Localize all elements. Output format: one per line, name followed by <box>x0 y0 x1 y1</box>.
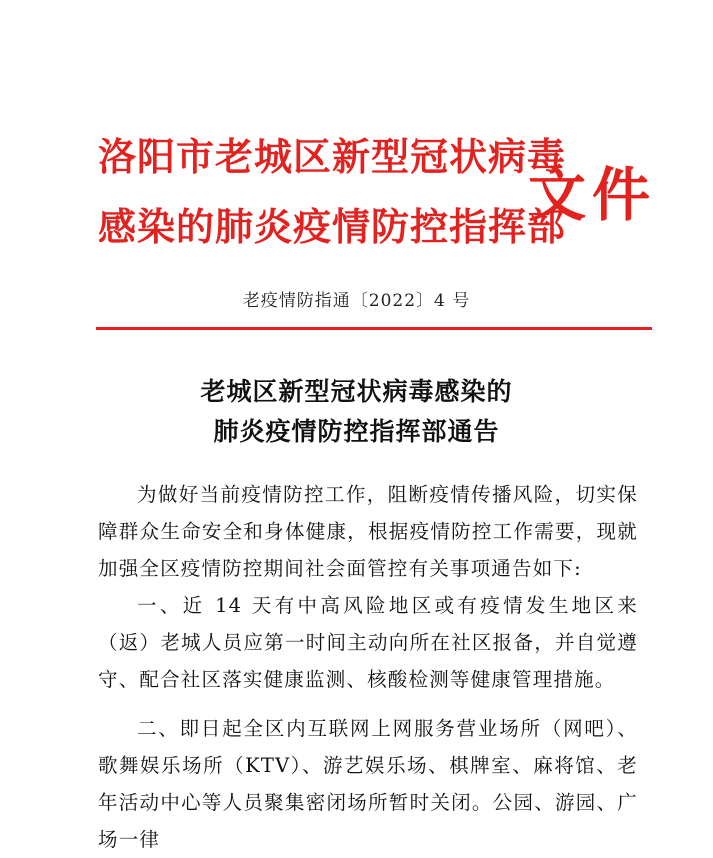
body-paragraph-intro: 为做好当前疫情防控工作，阻断疫情传播风险，切实保障群众生命安全和身体健康，根据疫情防控工作需要，现就加强全区疫情防控期间社会面管控有关事项通告如下: <box>98 483 638 580</box>
body-paragraph-2: 二、即日起全区内互联网上网服务营业场所（网吧）、歌舞娱乐场所（KTV）、游艺娱乐场、棋牌室、麻将馆、老年活动中心等人员聚集密闭场所暂时关闭。公园、游园、广场一律 <box>98 717 638 851</box>
notice-title-line1: 老城区新型冠状病毒感染的 <box>200 377 513 406</box>
issuer-name-line1: 洛阳市老城区新型冠状病毒 <box>98 134 567 179</box>
document-word: 文件 <box>528 161 657 229</box>
notice-body <box>98 476 638 858</box>
body-paragraph-1: 一、近 14 天有中高风险地区或有疫情发生地区来（返）老城人员应第一时间主动向所在社区报备，并自觉遵守、配合社区落实健康监测、核酸检测等健康管理措施。 <box>98 594 638 691</box>
document-number: 老疫情防指通〔2022〕4 号 <box>242 291 471 311</box>
issuer-name-line2: 感染的肺炎疫情防控指挥部 <box>98 204 567 249</box>
notice-title-line2: 肺炎疫情防控指挥部通告 <box>213 417 500 446</box>
red-divider <box>96 327 652 330</box>
